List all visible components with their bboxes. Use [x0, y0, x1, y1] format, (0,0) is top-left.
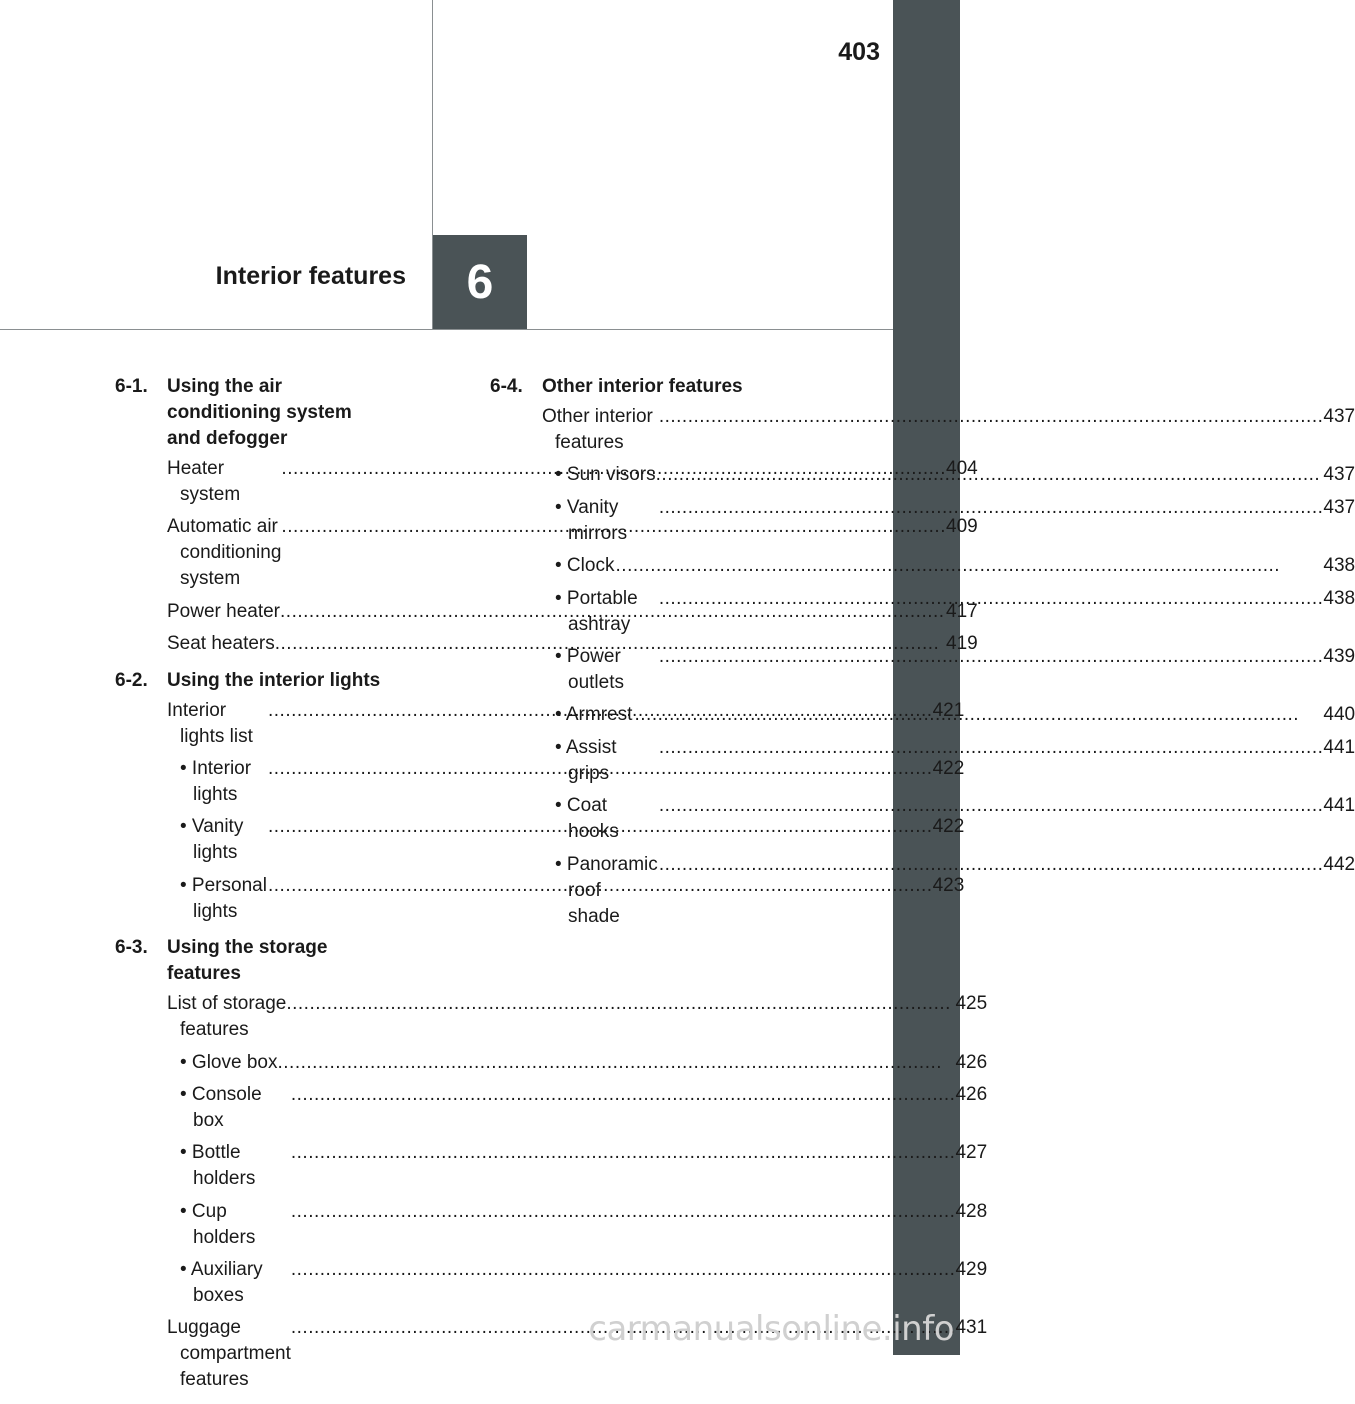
toc-subentry[interactable]: [180, 1140, 987, 1192]
toc-subentry[interactable]: [180, 1082, 987, 1134]
entry-page: 438: [1323, 555, 1355, 577]
dot-leader: [659, 586, 1324, 612]
entry-page: 431: [955, 1317, 988, 1339]
entry-page: 437: [1323, 496, 1355, 518]
toc-entry[interactable]: [542, 404, 1355, 456]
entry-text: • Panoramic roof shade: [555, 853, 658, 927]
toc-subentry[interactable]: [180, 1257, 987, 1309]
toc-subentry[interactable]: [180, 1050, 987, 1076]
section-title-line: Using the interior lights: [167, 669, 381, 691]
dot-leader: [659, 852, 1324, 878]
chapter-number: 6: [466, 255, 494, 309]
entry-page: 438: [1323, 587, 1355, 609]
entry-text: • Vanity mirrors: [555, 496, 628, 544]
dot-leader: [291, 1199, 956, 1225]
entry-text: • Interior lights: [180, 757, 257, 805]
section-body: [542, 374, 1355, 936]
dot-leader: [656, 462, 1324, 488]
section-title-line: conditioning system: [167, 402, 352, 423]
section-title[interactable]: [167, 935, 987, 987]
entry-text: • Power outlets: [555, 645, 627, 693]
entry-page: 427: [955, 1142, 988, 1164]
entry-text: • Sun visors: [555, 464, 656, 486]
section-title-line: Other interior features: [542, 376, 743, 397]
section-title-line: features: [167, 963, 241, 985]
entry-text: • Assist grips: [555, 736, 622, 784]
dot-leader: [659, 404, 1324, 430]
entry-page: 426: [955, 1051, 988, 1073]
header-horizontal-rule: [0, 329, 893, 330]
entry-text: Interior lights list: [167, 699, 253, 747]
dot-leader: [291, 1140, 956, 1166]
entry-text: • Console box: [180, 1083, 267, 1131]
entry-text: • Armrest: [555, 704, 633, 726]
toc-subentry[interactable]: [555, 702, 1355, 728]
entry-page: 441: [1323, 795, 1355, 817]
dot-leader: [277, 1050, 955, 1076]
entry-page: 429: [955, 1259, 988, 1281]
toc-subentry[interactable]: [555, 852, 1355, 930]
toc-subentry[interactable]: [555, 495, 1355, 547]
entry-text: • Coat hooks: [555, 795, 619, 843]
entry-page: 421: [932, 699, 965, 721]
toc-entry[interactable]: [167, 991, 987, 1043]
section-title-line: Using the storage: [167, 937, 328, 959]
entry-page: 439: [1323, 645, 1355, 667]
entry-page: 404: [946, 458, 978, 479]
dot-leader: [659, 793, 1324, 819]
entry-page: 422: [932, 816, 965, 838]
entry-page: 419: [946, 633, 978, 655]
entry-page: 422: [932, 757, 965, 779]
entry-page: 428: [955, 1200, 988, 1222]
toc-subentry[interactable]: [555, 644, 1355, 696]
entry-text: • Personal lights: [180, 874, 273, 922]
entry-text: • Auxiliary boxes: [180, 1259, 268, 1307]
entry-text: • Bottle holders: [180, 1142, 256, 1190]
entry-page: 426: [955, 1083, 988, 1105]
entry-page: 409: [946, 516, 978, 538]
watermark: carmanualsonline.info: [588, 1309, 954, 1349]
entry-text: • Portable ashtray: [555, 587, 643, 635]
entry-page: 437: [1323, 464, 1355, 486]
dot-leader: [635, 702, 1324, 728]
section-number: 6-4.: [490, 376, 523, 397]
entry-page: 441: [1323, 736, 1355, 758]
dot-leader: [291, 1257, 956, 1283]
section-title[interactable]: [542, 374, 1355, 400]
entry-page: 417: [946, 600, 978, 622]
section-title-line: and defogger: [167, 428, 288, 449]
dot-leader: [659, 735, 1324, 761]
entry-text: • Vanity lights: [180, 816, 249, 864]
dot-leader: [291, 1082, 956, 1108]
toc-subentry[interactable]: [555, 586, 1355, 638]
entry-text: Power heater: [167, 600, 281, 622]
entry-text: • Cup holders: [180, 1200, 256, 1248]
dot-leader: [659, 644, 1324, 670]
toc-subentry[interactable]: [555, 793, 1355, 845]
entry-text: Seat heaters: [167, 633, 275, 655]
dot-leader: [616, 553, 1324, 579]
chapter-number-box: [433, 235, 527, 329]
toc-subentry[interactable]: [555, 735, 1355, 787]
section-number: 6-2.: [115, 669, 148, 691]
section-number: 6-1.: [115, 376, 148, 397]
entry-text: • Clock: [555, 555, 615, 577]
toc-subentry[interactable]: [555, 462, 1355, 488]
entry-page: 423: [932, 874, 965, 896]
entry-text: Other interior features: [542, 406, 659, 453]
entry-text: List of storage features: [167, 993, 287, 1041]
page-number: 403: [838, 38, 880, 66]
section-title-line: Using the air: [167, 376, 283, 397]
toc-subentry[interactable]: [555, 553, 1355, 579]
chapter-title: Interior features: [215, 262, 406, 290]
entry-text: • Glove box: [180, 1051, 278, 1073]
dot-leader: [286, 991, 955, 1017]
entry-page: 425: [955, 993, 988, 1015]
entry-page: 440: [1323, 704, 1355, 726]
entry-page: 437: [1323, 406, 1355, 427]
section-number: 6-3.: [115, 937, 148, 959]
entry-text: Heater system: [167, 458, 241, 505]
entry-text: Luggage compartment features: [167, 1317, 291, 1391]
dot-leader: [659, 495, 1324, 521]
entry-page: 442: [1323, 853, 1355, 875]
entry-text: Automatic air conditioning system: [167, 516, 282, 590]
toc-subentry[interactable]: [180, 1199, 987, 1251]
